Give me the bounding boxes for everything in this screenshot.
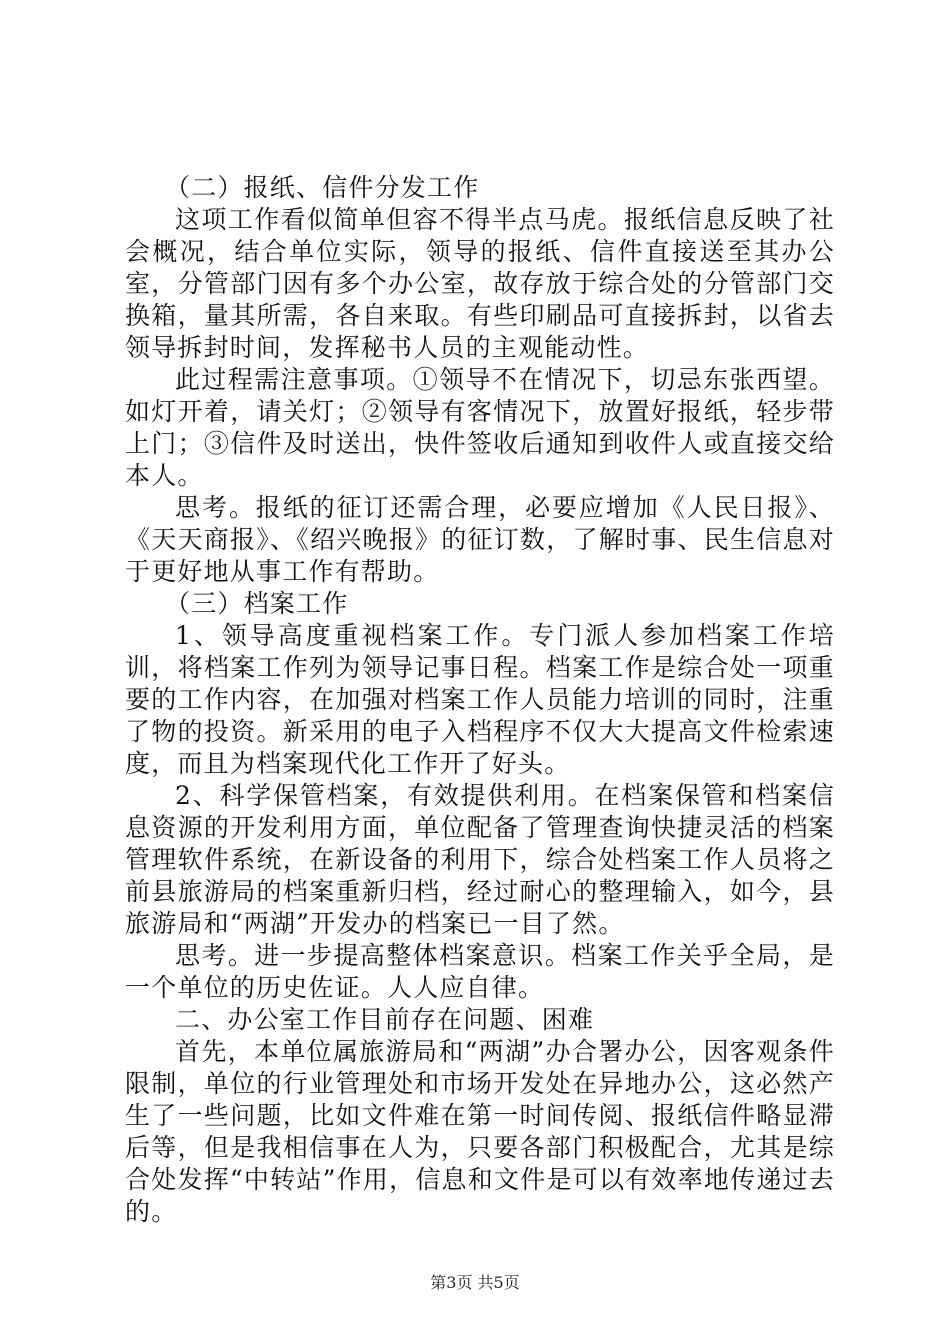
paragraph-reflection-newspaper: 思考。报纸的征订还需合理，必要应增加《人民日报》、《天天商报》、《绍兴晚报》的征订数，了解时事、民生信息对于更好地从事工作有帮助。: [125, 493, 835, 586]
paragraph-problems: 首先，本单位属旅游局和“两湖”办合署办公，因客观条件限制，单位的行业管理处和市场开发处在异地办公，这必然产生了一些问题，比如文件难在第一时间传阅、报纸信件略显滞后等，但是我相信事在人为，只要各部门积极配合，尤其是综合处发挥“中转站”作用，信息和文件是可以有效率地传递过去的。: [125, 1037, 835, 1226]
paragraph-precautions: 此过程需注意事项。①领导不在情况下，切忌东张西望。如灯开着，请关灯；②领导有客情况下，放置好报纸，轻步带上门；③信件及时送出，快件签收后通知到收件人或直接交给本人。: [125, 365, 835, 490]
paragraph-archives-2: 2、科学保管档案，有效提供利用。在档案保管和档案信息资源的开发利用方面，单位配备了管理查询快捷灵活的档案管理软件系统，在新设备的利用下，综合处档案工作人员将之前县旅游局的档案重新归档，经过耐心的整理输入，如今，县旅游局和“两湖”开发办的档案已一目了然。: [125, 781, 835, 938]
section-heading-archives: （三）档案工作: [165, 589, 349, 618]
section-heading-problems: 二、办公室工作目前存在问题、困难: [175, 1005, 595, 1034]
paragraph-reflection-archives: 思考。进一步提高整体档案意识。档案工作关乎全局，是一个单位的历史佐证。人人应自律。: [125, 941, 835, 1002]
page-footer: 第3页 共5页: [430, 1273, 520, 1292]
document-body: [125, 172, 835, 1228]
paragraph-newspaper-work: 这项工作看似简单但容不得半点马虎。报纸信息反映了社会概况，结合单位实际，领导的报纸、信件直接送至其办公室，分管部门因有多个办公室，故存放于综合处的分管部门交换箱，量其所需，各自来取。有些印刷品可直接拆封，以省去领导拆封时间，发挥秘书人员的主观能动性。: [125, 205, 835, 362]
section-heading-newspaper: （二）报纸、信件分发工作: [165, 173, 480, 202]
paragraph-archives-1: 1、领导高度重视档案工作。专门派人参加档案工作培训，将档案工作列为领导记事日程。档案工作是综合处一项重要的工作内容，在加强对档案工作人员能力培训的同时，注重了物的投资。新采用的电子入档程序不仅大大提高文件检索速度，而且为档案现代化工作开了好头。: [125, 621, 835, 778]
